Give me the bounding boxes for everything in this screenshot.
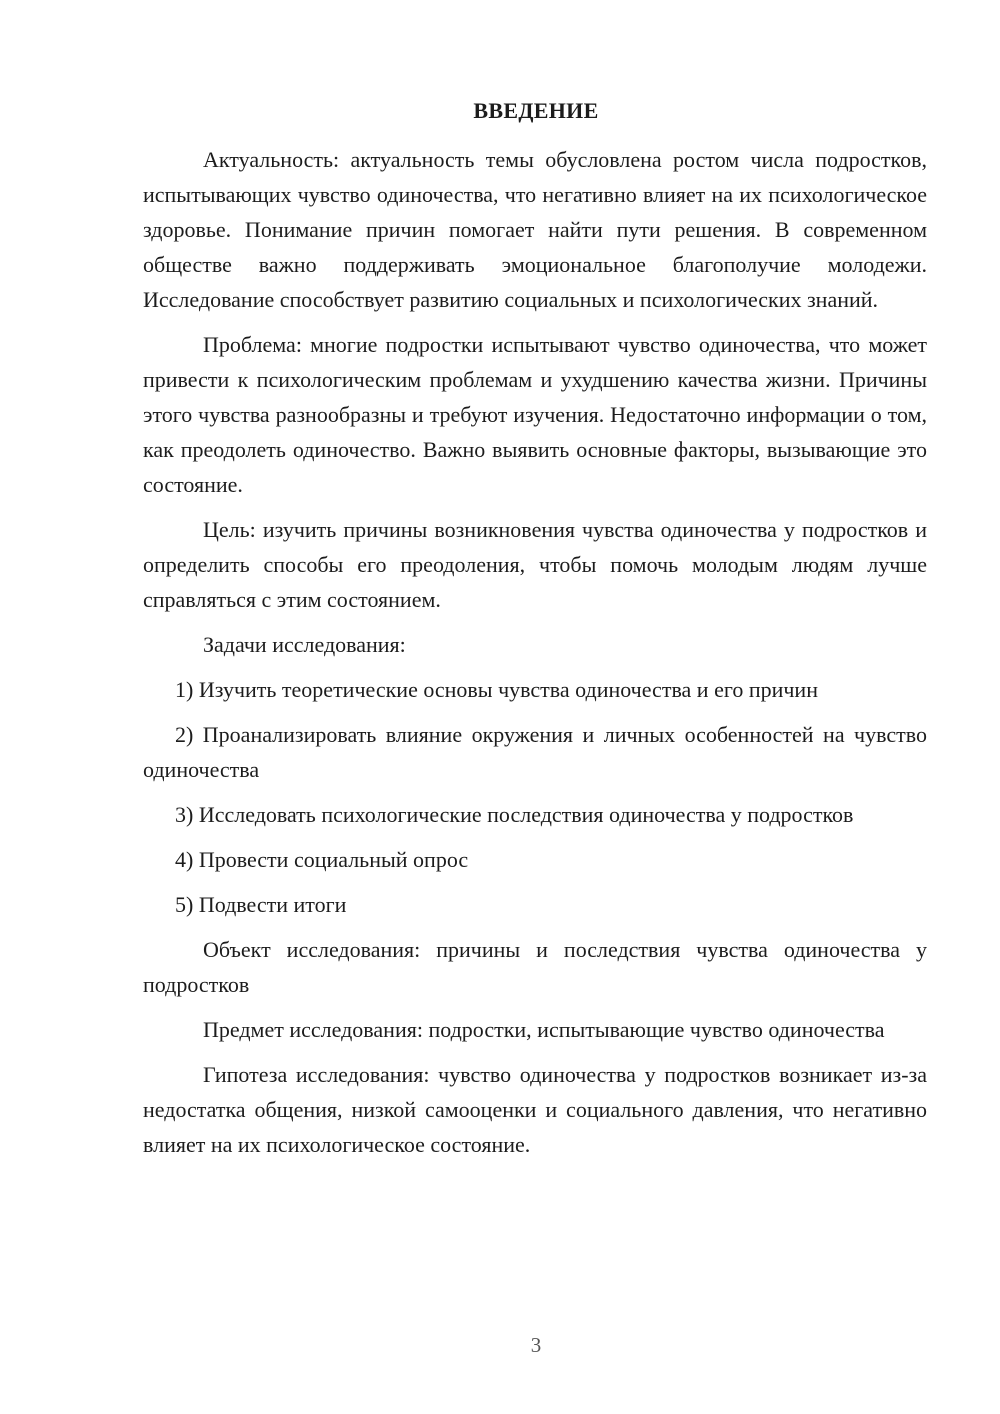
task-item-2: 2) Проанализировать влияние окружения и личных особенностей на чувство одиночества: [143, 722, 927, 782]
task-item-5: 5) Подвести итоги: [175, 892, 347, 917]
document-body: [143, 142, 927, 1172]
task-item-1: 1) Изучить теоретические основы чувства одиночества и его причин: [175, 677, 818, 702]
goal-paragraph: Цель: изучить причины возникновения чувства одиночества у подростков и определить способы его преодоления, чтобы помочь молодым людям лучше справляться с этим состоянием.: [143, 517, 927, 612]
page-title: ВВЕДЕНИЕ: [473, 98, 599, 123]
subject-paragraph: Предмет исследования: подростки, испытывающие чувство одиночества: [203, 1017, 885, 1042]
task-item-3: 3) Исследовать психологические последствия одиночества у подростков: [175, 802, 854, 827]
task-item-4: 4) Провести социальный опрос: [175, 847, 469, 872]
hypothesis-paragraph: Гипотеза исследования: чувство одиночества у подростков возникает из-за недостатка общения, низкой самооценки и социального давления, что негативно влияет на их психологическое состояние.: [143, 1062, 927, 1157]
problem-paragraph: Проблема: многие подростки испытывают чувство одиночества, что может привести к психологическим проблемам и ухудшению качества жизни. Причины этого чувства разнообразны и требуют изучения. Недостаточно информации о том, как преодолеть одиночество. Важно выявить основные факторы, вызывающие это состояние.: [143, 332, 927, 497]
object-paragraph: Объект исследования: причины и последствия чувства одиночества у подростков: [143, 937, 927, 997]
page-number: 3: [530, 1333, 542, 1357]
tasks-heading: Задачи исследования:: [203, 632, 406, 657]
relevance-paragraph: Актуальность: актуальность темы обусловлена ростом числа подростков, испытывающих чувство одиночества, что негативно влияет на их психологическое здоровье. Понимание причин помогает найти пути решения. В современном обществе важно поддерживать эмоциональное благополучие молодежи. Исследование способствует развитию социальных и психологических знаний.: [143, 147, 927, 312]
